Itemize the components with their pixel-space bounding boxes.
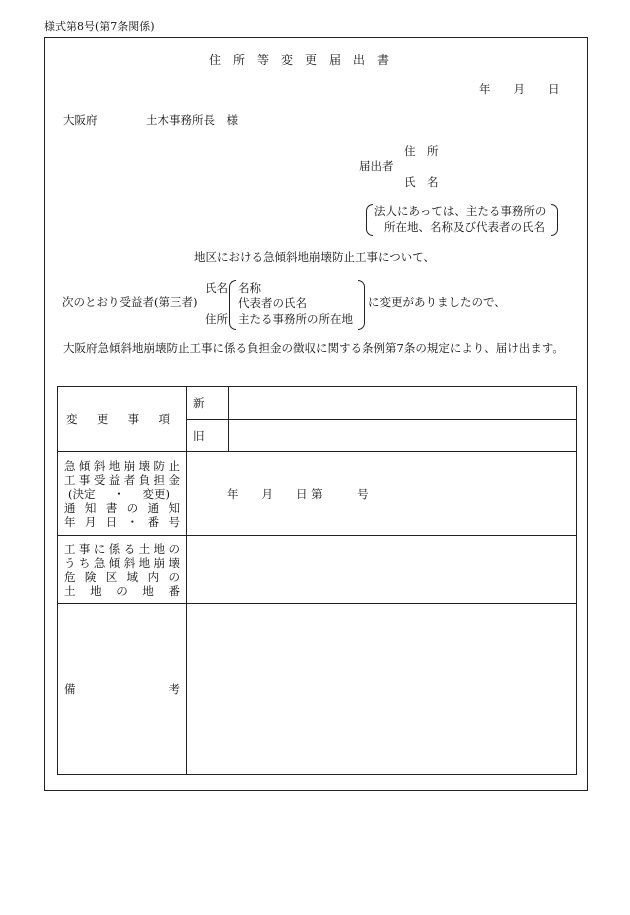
applicant-label: 届出者: [359, 159, 394, 173]
change-name-label: 氏名: [205, 281, 228, 295]
notice-label-cell: [58, 452, 187, 536]
new-label: 新: [193, 396, 205, 410]
land-label-line: 土 地 の 地 番: [64, 583, 180, 598]
old-label-cell: [187, 420, 229, 452]
land-label-line: 危 険 区 域 内 の: [64, 569, 180, 584]
new-value-field[interactable]: [229, 387, 577, 420]
notice-label-line: 通 知 書 の 通 知: [64, 500, 180, 515]
addressee-prefecture: 大阪府: [63, 113, 98, 127]
land-label-cell: [58, 536, 187, 604]
change-option-representative: 代表者の氏名: [238, 296, 307, 310]
notice-label-line: 急 傾 斜 地 崩 壊 防 止: [64, 458, 180, 473]
change-left-bracket: [229, 280, 236, 330]
land-value-field[interactable]: [187, 536, 577, 604]
change-suffix: に変更がありましたので、: [368, 295, 506, 309]
note-line2: 所在地、名称及び代表者の氏名: [384, 220, 545, 234]
remarks-label-cell: [58, 604, 187, 775]
change-item-label-cell: [58, 387, 187, 452]
note-right-bracket: [551, 204, 558, 236]
notice-value: 年 月 日 第 号: [227, 486, 369, 501]
land-label-line: う ち 急 傾 斜 地 崩 壊: [64, 555, 180, 570]
land-label-line: 工 事 に 係 る 土 地 の: [64, 541, 180, 556]
regulation-line: 大阪府急傾斜地崩壊防止工事に係る負担金の徴収に関する条例第7条の規定により、届け出ます。: [63, 341, 564, 355]
note-left-bracket: [366, 204, 373, 236]
applicant-name-label: 氏 名: [404, 175, 439, 189]
change-item-label: 変 更 事 項: [66, 412, 170, 426]
notice-label-line: (決定 ・ 変更): [68, 486, 170, 501]
notice-label-line: 年 月 日 ・ 番 号: [64, 514, 180, 529]
new-label-cell: [187, 387, 229, 420]
district-line: 地区における急傾斜地崩壊防止工事について、: [194, 250, 436, 264]
notice-value-field[interactable]: [187, 452, 577, 536]
old-label: 旧: [193, 428, 205, 443]
change-address-label: 住所: [205, 312, 228, 326]
date-line: 年 月 日: [479, 82, 560, 96]
old-value-field[interactable]: [229, 420, 577, 452]
remarks-field[interactable]: [187, 604, 577, 775]
change-table: [57, 386, 577, 775]
form-title: 住 所 等 変 更 届 出 書: [209, 53, 390, 67]
notice-label-line: 工 事 受 益 者 負 担 金: [64, 472, 180, 487]
remarks-label: 備 考: [64, 682, 180, 696]
change-right-bracket: [358, 280, 365, 330]
applicant-address-label: 住 所: [404, 144, 439, 158]
note-line1: 法人にあっては、主たる事務所の: [374, 204, 547, 218]
addressee-office: 土木事務所長 様: [146, 113, 238, 127]
change-option-name: 名称: [238, 281, 261, 295]
change-option-office: 主たる事務所の所在地: [238, 312, 353, 326]
change-prefix: 次のとおり受益者(第三者): [62, 295, 198, 309]
form-number: 様式第8号(第7条関係): [44, 20, 155, 33]
